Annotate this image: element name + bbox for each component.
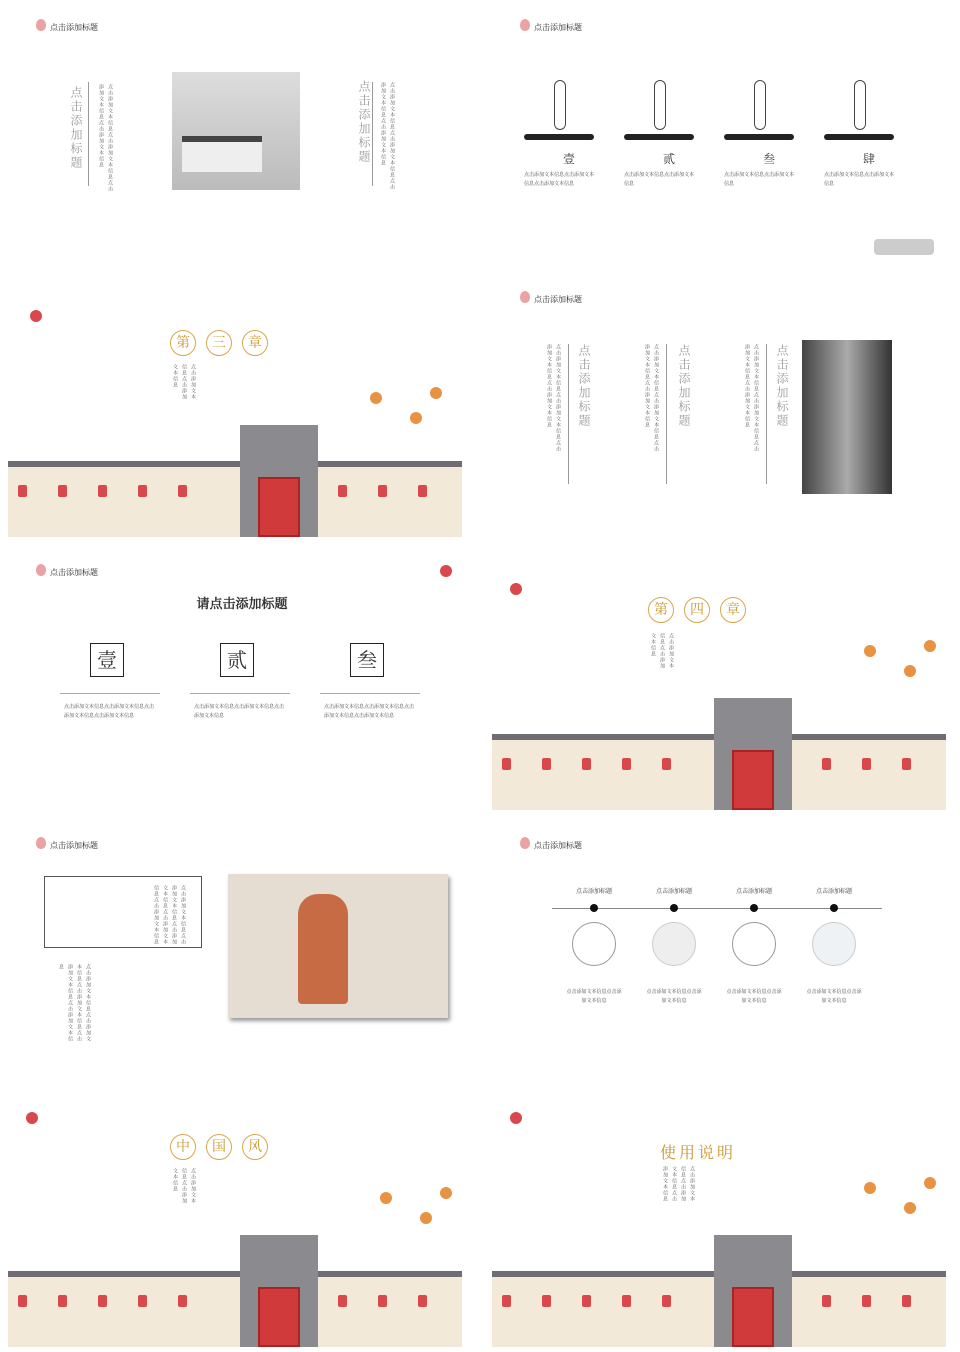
- usage-text: 点击添加文本信息点击添加文本信息点击添加文本信息: [662, 1166, 695, 1202]
- card-text: 点击添加文本信息点击添加文本信息点击添加文本信息: [524, 172, 595, 187]
- chapter-char: 风: [242, 1134, 268, 1160]
- title-left: 点击添加标题: [69, 86, 83, 170]
- chapter-char: 章: [242, 330, 268, 356]
- slide-3: [0, 272, 470, 537]
- slide-9: [0, 1082, 470, 1347]
- ink-painting: [172, 72, 300, 190]
- body-text: 点击添加文本信息点击添加文本信息点击添加文本信息点击添加文本信息点击添加文本信息: [58, 964, 91, 1042]
- timeline-dot: [750, 904, 758, 912]
- title-right: 点击添加标题: [357, 80, 371, 164]
- persimmon-tree: [350, 382, 450, 472]
- column-title: 点击添加标题: [677, 344, 691, 428]
- divider: [766, 344, 767, 484]
- card-text: 点击添加文本信息点击添加文本信息: [624, 172, 695, 187]
- timeline-dot: [830, 904, 838, 912]
- card-number: 叁: [762, 152, 775, 166]
- circle-image: [652, 922, 696, 966]
- header-text: 点击添加标题: [534, 23, 582, 32]
- red-gate: [714, 1235, 792, 1347]
- item-text: 点击添加文本信息点击添加文本信息: [806, 989, 862, 1004]
- flower-branch: [492, 1082, 542, 1162]
- header-text: 点击添加标题: [534, 841, 582, 850]
- slide-10: [484, 1082, 954, 1347]
- divider: [568, 344, 569, 484]
- lantern-icon: [520, 837, 530, 849]
- slide-header: [50, 840, 98, 851]
- chapter-title: [170, 1134, 278, 1160]
- flower-branch: [420, 545, 470, 625]
- item-title: 点击添加标题: [655, 888, 692, 895]
- card-number: 壹: [562, 152, 575, 166]
- slide-6: [484, 545, 954, 810]
- figure-painting: [228, 874, 448, 1018]
- wall: [8, 1277, 462, 1347]
- lantern-icon: [520, 291, 530, 303]
- column-text: 点击添加文本信息点击添加文本信息点击添加文本信息点击添加文本信息: [546, 344, 561, 452]
- chapter-char: 三: [206, 330, 232, 356]
- slide-header: [534, 294, 582, 305]
- divider: [88, 82, 89, 186]
- lantern-icon: [36, 19, 46, 31]
- timeline-dot: [590, 904, 598, 912]
- circle-image: [572, 922, 616, 966]
- chapter-char: 章: [720, 597, 746, 623]
- slide-2: [484, 0, 954, 265]
- red-gate: [240, 1235, 318, 1347]
- slide-4: [484, 272, 954, 537]
- slide-5: [0, 545, 470, 810]
- timeline-dot: [670, 904, 678, 912]
- box-text: 点击添加文本信息点击添加文本信息点击添加文本信息点击添加文本信息: [324, 704, 415, 719]
- crane-icon: [524, 70, 614, 150]
- box-text: 点击添加文本信息点击添加文本信息点击添加文本信息点击添加文本信息: [64, 704, 155, 719]
- chapter-char: 第: [170, 330, 196, 356]
- number-box: 贰: [220, 643, 254, 677]
- chapter-char: 国: [206, 1134, 232, 1160]
- card-text: 点击添加文本信息点击添加文本信息: [724, 172, 795, 187]
- text-left: 点击添加文本信息点击添加文本信息点击添加文本信息点击添加文本信息: [98, 84, 113, 192]
- persimmon-tree: [844, 635, 944, 725]
- lantern-icon: [36, 564, 46, 576]
- card-text: 点击添加文本信息点击添加文本信息: [824, 172, 895, 187]
- header-text: 点击添加标题: [50, 841, 98, 850]
- divider: [666, 344, 667, 484]
- number-box: 壹: [90, 643, 124, 677]
- slide-header: [50, 22, 98, 33]
- item-text: 点击添加文本信息点击添加文本信息: [566, 989, 622, 1004]
- item-title: 点击添加标题: [575, 888, 612, 895]
- red-gate: [240, 425, 318, 537]
- persimmon-tree: [360, 1182, 460, 1272]
- column-text: 点击添加文本信息点击添加文本信息点击添加文本信息点击添加文本信息: [744, 344, 759, 452]
- item-title: 点击添加标题: [735, 888, 772, 895]
- crane-icon: [724, 70, 814, 150]
- header-text: 点击添加标题: [50, 23, 98, 32]
- divider: [190, 693, 290, 694]
- column-title: 点击添加标题: [775, 344, 789, 428]
- header-text: 点击添加标题: [50, 568, 98, 577]
- chapter-text: 点击添加文本信息点击添加文本信息: [172, 1168, 196, 1204]
- slide-title: 请点击添加标题: [196, 597, 288, 612]
- red-gate: [714, 698, 792, 810]
- persimmon-tree: [844, 1172, 944, 1262]
- divider: [372, 82, 373, 186]
- flower-branch: [8, 1082, 58, 1162]
- chapter-text: 点击添加文本信息点击添加文本信息: [172, 364, 196, 400]
- chapter-char: 第: [648, 597, 674, 623]
- card-number: 肆: [862, 152, 875, 166]
- temple-photo: [802, 340, 892, 494]
- flower-branch: [492, 553, 542, 623]
- slide-header: [534, 22, 582, 33]
- card: [624, 70, 714, 189]
- card: [824, 70, 914, 189]
- chapter-char: 四: [684, 597, 710, 623]
- flower-branch: [10, 280, 60, 340]
- number-box: 叁: [350, 643, 384, 677]
- boat-icon: [874, 239, 934, 255]
- text-right: 点击添加文本信息点击添加文本信息点击添加文本信息点击添加文本信息: [380, 82, 395, 190]
- slide-header: [534, 840, 582, 851]
- slide-title: 使用说明: [660, 1143, 737, 1162]
- box-text: 点击添加文本信息点击添加文本信息点击添加文本信息: [194, 704, 285, 719]
- text-box: [44, 876, 202, 948]
- header-text: 点击添加标题: [534, 295, 582, 304]
- divider: [60, 693, 160, 694]
- column-title: 点击添加标题: [577, 344, 591, 428]
- crane-icon: [824, 70, 914, 150]
- chapter-text: 点击添加文本信息点击添加文本信息: [650, 633, 674, 669]
- slide-header: [50, 567, 98, 578]
- item-text: 点击添加文本信息点击添加文本信息: [726, 989, 782, 1004]
- slide-1: [0, 0, 470, 265]
- lantern-icon: [36, 837, 46, 849]
- card: [524, 70, 614, 189]
- circle-image: [732, 922, 776, 966]
- item-title: 点击添加标题: [815, 888, 852, 895]
- card-number: 贰: [662, 152, 675, 166]
- column-text: 点击添加文本信息点击添加文本信息点击添加文本信息点击添加文本信息: [644, 344, 659, 452]
- circle-image: [812, 922, 856, 966]
- chapter-char: 中: [170, 1134, 196, 1160]
- slide-7: [0, 818, 470, 1083]
- chapter-title: [648, 597, 756, 623]
- box-text: 点击添加文本信息点击添加文本信息点击添加文本信息点击添加文本信息点击添加文本信息: [153, 885, 186, 945]
- wall: [8, 467, 462, 537]
- divider: [320, 693, 420, 694]
- card: [724, 70, 814, 189]
- lantern-icon: [520, 19, 530, 31]
- slide-8: [484, 818, 954, 1083]
- item-text: 点击添加文本信息点击添加文本信息: [646, 989, 702, 1004]
- crane-icon: [624, 70, 714, 150]
- chapter-title: [170, 330, 278, 356]
